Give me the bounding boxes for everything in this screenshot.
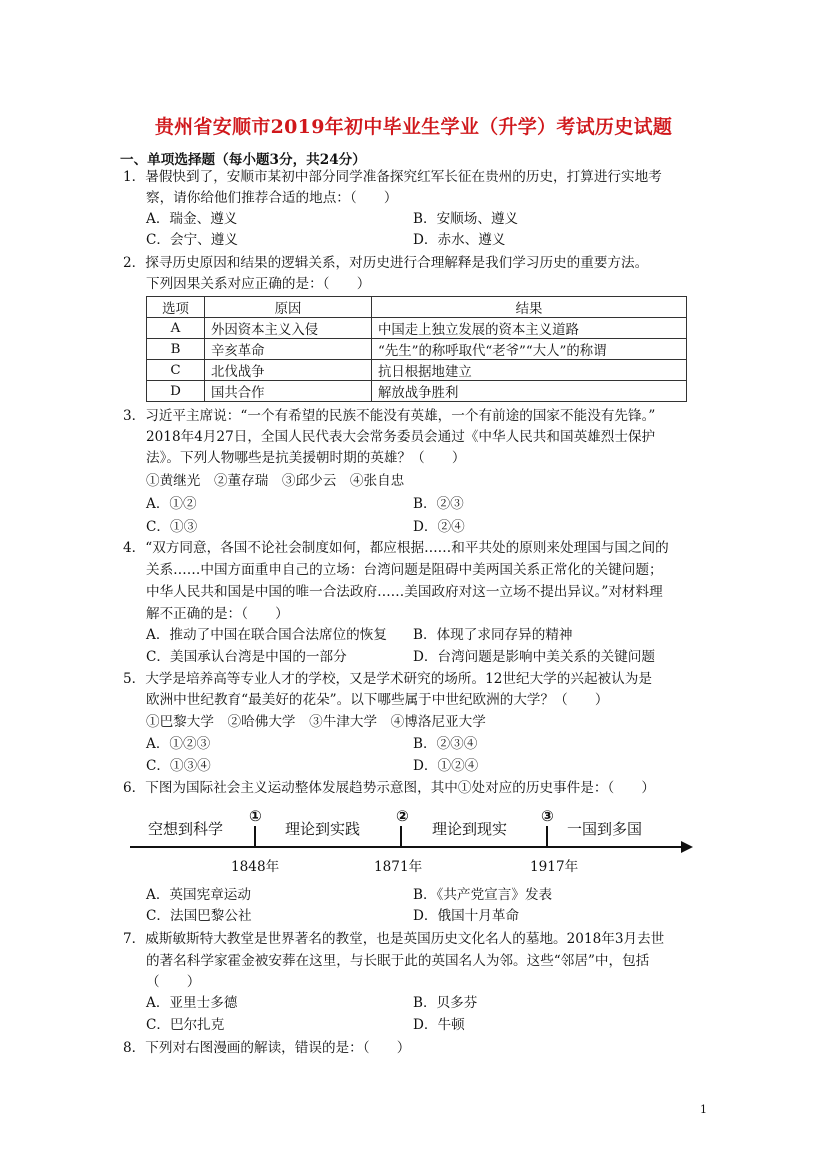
q5-stem-line1: 5．大学是培养高等专业人才的学校，又是学术研究的场所。12世纪大学的兴起被认为是 [123,671,652,687]
table-row [147,360,687,381]
q3-stem-line3: 法》。下列人物哪些是抗美援朝时期的英雄？（ ） [146,450,466,466]
page-number: 1 [700,1103,707,1116]
table-cell: 抗日根据地建立 [372,360,687,381]
timeline-axis [130,846,683,848]
table-row [147,381,687,402]
q8-stem-line1: 8．下列对右图漫画的解读，错误的是：（ ） [123,1040,411,1056]
q3-option-d: D．②④ [413,519,465,535]
q6-stem-line1: 6．下图为国际社会主义运动整体发展趋势示意图，其中①处对应的历史事件是：（ ） [123,780,656,796]
q3-stem-line2: 2018年4月27日，全国人民代表大会常务委员会通过《中华人民共和国英雄烈士保护 [146,429,656,445]
q7-stem-line3: （ ） [146,974,201,990]
q7-stem-line2: 的著名科学家霍金被安葬在这里，与长眠于此的英国名人为邻。这些“邻居”中，包括 [146,953,650,969]
q4-option-c: C．美国承认台湾是中国的一部分 [146,649,347,665]
page-title: 贵州省安顺市2019年初中毕业生学业（升学）考试历史试题 [154,116,673,138]
q4-option-d: D．台湾问题是影响中美关系的关键问题 [413,649,655,665]
q7-stem-line1: 7．威斯敏斯特大教堂是世界著名的教堂，也是英国历史文化名人的墓地。2018年3月去世 [123,931,665,947]
table-header-row [147,297,687,318]
table-row [147,318,687,339]
q7-option-d: D．牛顿 [413,1017,465,1033]
q6-option-c: C．法国巴黎公社 [146,908,252,924]
q2-stem-line2: 下列因果关系对应正确的是：（ ） [146,276,371,292]
q7-option-c: C．巴尔扎克 [146,1017,225,1033]
q3-option-b: B．②③ [413,496,464,512]
timeline-year: 1871年 [374,859,423,875]
q1-stem-line2: 察，请你给他们推荐合适的地点：（ ） [146,190,398,206]
table-cell: 国共合作 [205,381,372,402]
table-header-cell: 选项 [147,297,205,318]
timeline-year: 1848年 [231,859,280,875]
table-cell: C [147,360,205,381]
q3-items: ①黄继光 ②董存瑞 ③邱少云 ④张自忠 [146,473,405,489]
arrow-right-icon [681,841,693,853]
q3-option-c: C．①③ [146,519,198,535]
marker-1: ① [249,807,262,825]
marker-3: ③ [541,807,554,825]
q6-option-d: D．俄国十月革命 [413,908,520,924]
timeline-tick [400,826,402,848]
timeline-label: 理论到现实 [432,820,508,838]
timeline-label: 一国到多国 [567,820,643,838]
timeline-tick [254,826,256,848]
q3-option-a: A．①② [146,496,197,512]
q6-option-a: A．英国宪章运动 [146,887,251,903]
q2-stem-line1: 2．探寻历史原因和结果的逻辑关系，对历史进行合理解释是我们学习历史的重要方法。 [123,255,649,271]
table-header-cell: 原因 [205,297,372,318]
section-heading: 一、单项选择题（每小题3分，共24分） [120,152,366,168]
q4-stem-line4: 解不正确的是：（ ） [146,606,289,622]
marker-2: ② [396,807,409,825]
table-cell: A [147,318,205,339]
q5-items: ①巴黎大学 ②哈佛大学 ③牛津大学 ④博洛尼亚大学 [146,714,486,730]
table-cell: 外因资本主义入侵 [205,318,372,339]
table-cell: “先生”的称呼取代“老爷”“大人”的称谓 [372,339,687,360]
timeline-label: 空想到科学 [148,820,224,838]
table-cell: D [147,381,205,402]
q6-option-b: B．《共产党宣言》发表 [413,887,553,903]
q4-option-a: A．推动了中国在联合国合法席位的恢复 [146,627,387,643]
q2-table [146,296,687,402]
q1-option-a: A．瑞金、遵义 [146,211,238,227]
timeline-year: 1917年 [530,859,579,875]
q5-option-c: C．①③④ [146,758,211,774]
q5-stem-line2: 欧洲中世纪教育“最美好的花朵”。以下哪些属于中世纪欧洲的大学？（ ） [146,692,609,708]
q5-option-d: D．①②④ [413,758,479,774]
q3-stem-line1: 3．习近平主席说：“一个有希望的民族不能没有英雄，一个有前途的国家不能没有先锋。” [123,408,656,424]
q1-option-b: B．安顺场、遵义 [413,211,519,227]
table-cell: 解放战争胜利 [372,381,687,402]
q4-stem-line3: 中华人民共和国是中国的唯一合法政府……美国政府对这一立场不提出异议。”对材料理 [146,584,663,600]
table-header-cell: 结果 [372,297,687,318]
q5-option-a: A．①②③ [146,736,211,752]
table-cell: 辛亥革命 [205,339,372,360]
table-cell: B [147,339,205,360]
q4-stem-line1: 4．“双方同意，各国不论社会制度如何，都应根据……和平共处的原则来处理国与国之间的 [123,540,669,556]
timeline-tick [546,826,548,848]
q4-stem-line2: 关系……中国方面重申自己的立场：台湾问题是阻碍中美两国关系正常化的关键问题； [146,562,663,578]
q5-option-b: B．②③④ [413,736,478,752]
q1-option-c: C．会宁、遵义 [146,232,238,248]
q7-option-b: B．贝多芬 [413,995,478,1011]
q1-option-d: D．赤水、遵义 [413,232,506,248]
table-cell: 中国走上独立发展的资本主义道路 [372,318,687,339]
q7-option-a: A．亚里士多德 [146,995,238,1011]
timeline-label: 理论到实践 [285,820,361,838]
table-cell: 北伐战争 [205,360,372,381]
q1-stem-line1: 1．暑假快到了，安顺市某初中部分同学准备探究红军长征在贵州的历史，打算进行实地考 [123,169,662,185]
table-row [147,339,687,360]
q4-option-b: B．体现了求同存异的精神 [413,627,573,643]
